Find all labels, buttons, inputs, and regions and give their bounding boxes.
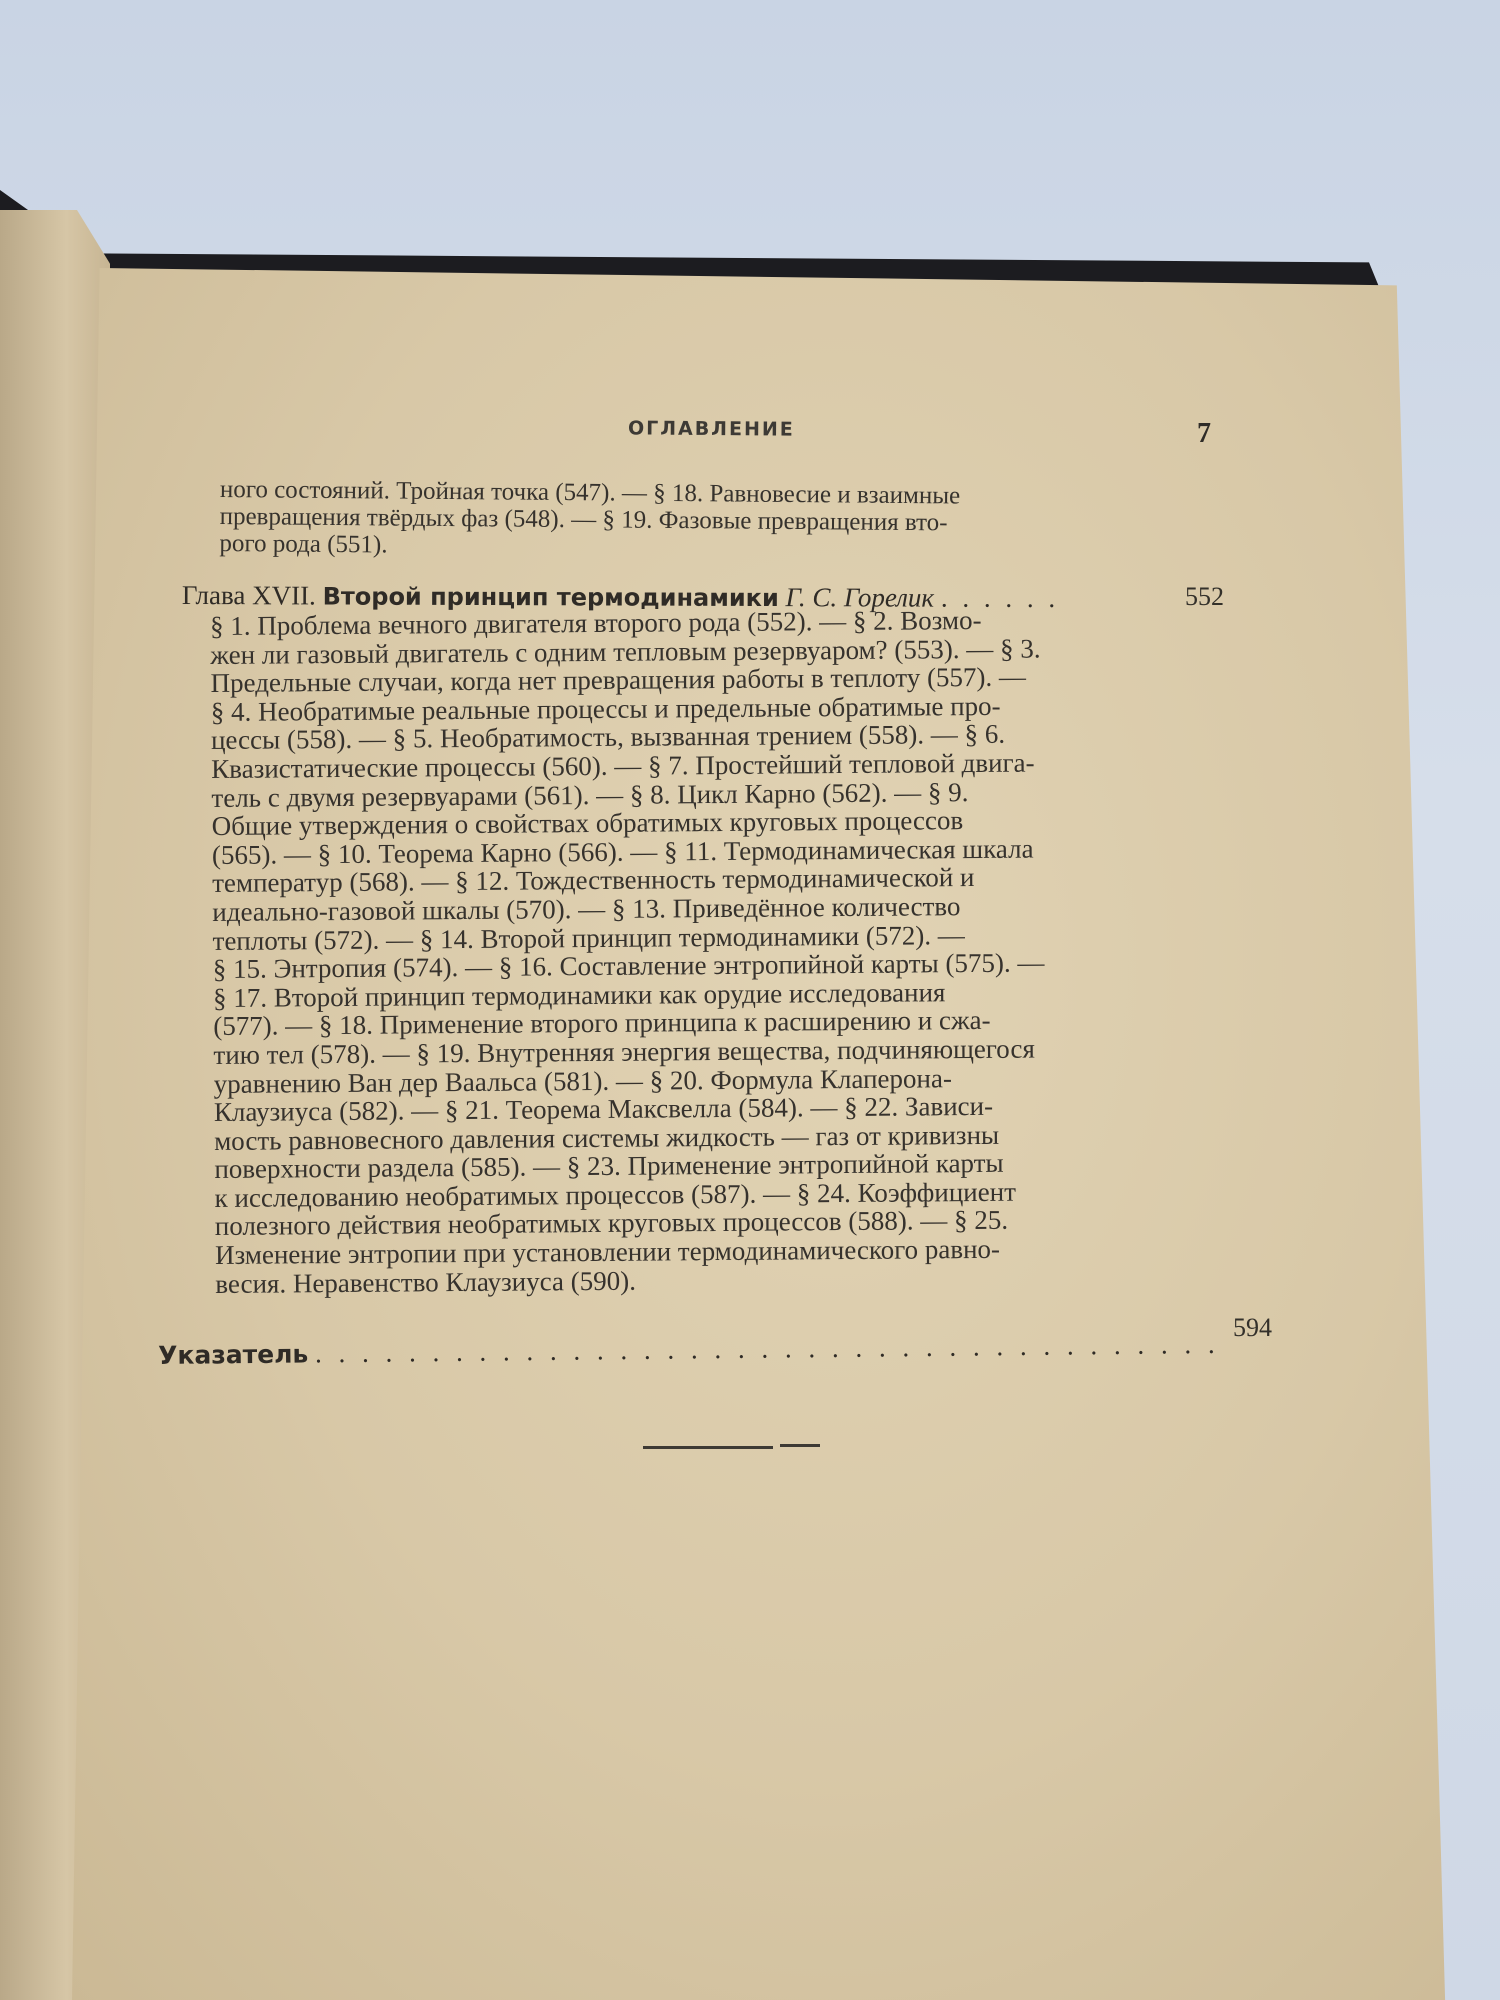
text-line: мость равновесного давления системы жидкость — газ от кривизны — [214, 1119, 1000, 1156]
text-line: весия. Неравенство Клаузиуса (590). — [215, 1265, 637, 1299]
text-line: Клаузиуса (582). — § 21. Теорема Максвелла (584). — § 22. Зависи- — [213, 1090, 994, 1128]
text-line: идеально-газовой шкалы (570). — § 13. Приведённое количество — [212, 891, 961, 927]
text-line: температур (568). — § 12. Тождественность термодинамической и — [212, 862, 975, 899]
chapter-page-number: 552 — [1185, 582, 1224, 611]
chapter-label: Глава XVII. — [181, 580, 316, 611]
text-line: § 1. Проблема вечного двигателя второго рода (552). — § 2. Возмо- — [209, 604, 982, 641]
index-label: Указатель — [158, 1339, 309, 1370]
text-line: Изменение энтропии при установлении термодинамического равно- — [214, 1233, 1001, 1271]
text-line: ного состояний. Тройная точка (547). — § 18. Равновесие и взаимные — [219, 476, 961, 510]
text-line: жен ли газовый двигатель с одним тепловым резервуаром? (553). — § 3. — [210, 633, 1041, 670]
text-line: § 4. Необратимые реальные процессы и предельные обратимые про- — [210, 690, 1001, 727]
continuation-entry — [219, 476, 1156, 565]
text-line: цессы (558). — § 5. Необратимость, вызванная трением (558). — § 6. — [210, 719, 1006, 756]
text-line: тию тел (578). — § 19. Внутренняя энергия вещества, подчиняющегося — [213, 1033, 1035, 1070]
chapter-sections — [210, 604, 1195, 1298]
chapter-title: Второй принцип термодинамики — [322, 582, 779, 613]
text-line: поверхности раздела (585). — § 23. Применение энтропийной карты — [214, 1148, 1004, 1185]
text-line: § 17. Второй принцип термодинамики как орудие исследования — [212, 976, 946, 1013]
closing-rule-short — [780, 1444, 820, 1447]
text-line: к исследованию необратимых процессов (587). — § 24. Коэффициент — [214, 1176, 1017, 1213]
text-line: уравнению Ван дер Ваальса (581). — § 20. Формула Клаперона- — [213, 1062, 952, 1099]
text-line: Общие утверждения о свойствах обратимых круговых процессов — [211, 805, 964, 842]
text-line: превращения твёрдых фаз (548). — § 19. Фазовые превращения вто- — [219, 502, 948, 537]
text-line: (565). — § 10. Теорема Карно (566). — § 11. Термодинамическая шкала — [211, 833, 1034, 870]
text-line: § 15. Энтропия (574). — § 16. Составление энтропийной карты (575). — — [212, 947, 1045, 985]
text-line: рого рода (551). — [219, 529, 388, 559]
page-number: 7 — [1197, 418, 1211, 449]
text-line: Предельные случаи, когда нет превращения работы в теплоту (557). — — [210, 661, 1027, 699]
chapter-author: Г. С. Горелик — [785, 582, 935, 613]
text-line: Квазистатические процессы (560). — § 7. Простейший тепловой двига- — [211, 747, 1035, 784]
text-line: теплоты (572). — § 14. Второй принцип термодинамики (572). — — [212, 919, 965, 956]
leader-dots: . . . . . . . . . . . . . . . . . . . . . . . . . . . . . . . . . . . . . . . — [314, 1328, 1220, 1369]
text-line: полезного действия необратимых круговых процессов (588). — § 25. — [214, 1205, 1009, 1242]
running-header: ОГЛАВЛЕНИЕ — [627, 417, 795, 441]
text-line: (577). — § 18. Применение второго принципа к расширению и сжа- — [213, 1005, 991, 1042]
index-page-number: 594 — [1233, 1313, 1272, 1342]
leader-dots: . . . . . . — [940, 582, 1060, 614]
text-line: тель с двумя резервуарами (561). — § 8. Цикл Карно (562). — § 9. — [211, 776, 969, 813]
closing-rule — [643, 1446, 773, 1449]
